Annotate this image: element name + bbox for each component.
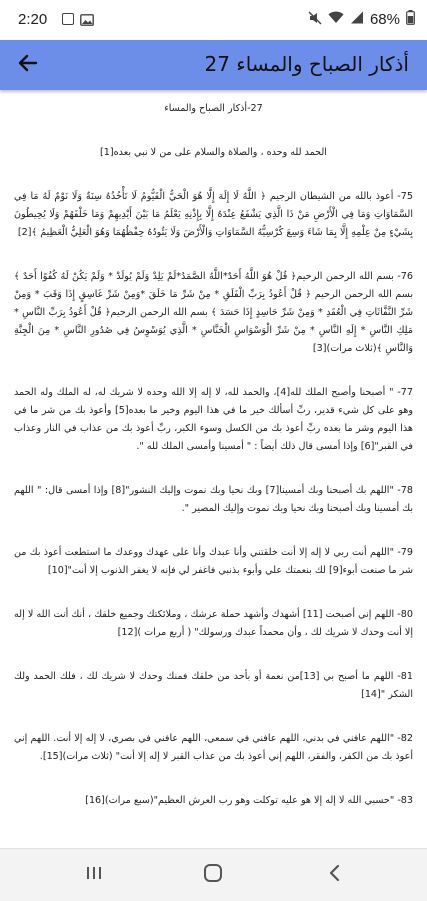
dhikr-paragraph: 78- "اللهم بك أصبحنا وبك أمسينا[7] وبك نحيا وبك نموت وإليك النشور"[8] وإذا أمسى قال: " اللهم بك أمسينا وبك أصبحنا وبك نحيا وبك نموت وإليك المصير ". bbox=[14, 485, 413, 514]
system-nav-bar bbox=[0, 848, 427, 901]
status-indicators bbox=[308, 10, 415, 29]
notification-square-icon bbox=[62, 13, 74, 25]
article-intro: الحمد لله وحده ، والصلاة والسلام على من لا نبي بعده[1] bbox=[100, 147, 327, 158]
recent-apps-icon bbox=[85, 865, 103, 885]
status-time: 2:20 bbox=[18, 11, 48, 28]
arrow-left-icon bbox=[18, 53, 38, 77]
battery-icon bbox=[406, 10, 415, 29]
dhikr-paragraph: 79- "اللهم أنت ربي لا إله إلا أنت خلقتني وأنا عبدك وأنا على عهدك ووعدك ما استطعت أعوذ بك من شر ما صنعت أبوء[9] لك بنعمتك علي وأبوء بذنبي فاغفر لي فإنه لا يغفر الذنوب إلا أنت"[10] bbox=[14, 547, 413, 576]
dhikr-paragraph: 77- " أصبحنا وأصبح الملك لله[4]، والحمد لله، لا إله إلا الله وحده لا شريك له، له الملك وله الحمد وهو على كل شيء قدير، ربِّ أسألك خير ما في هذا اليوم وخير ما بعده[5] وأعوذ بك من شر ما في هذا اليوم وشر ما بعده ربِّ أعوذ بك من الكسل وسوء الكبر، ربِّ أعوذ بك من عذاب في النار وعذاب في القبر"[6] وإذا أمسى قال ذلك أيضاً : " أمسينا وأمسى الملك لله ". bbox=[14, 387, 413, 452]
back-button[interactable] bbox=[12, 49, 44, 81]
content-scroll[interactable] bbox=[0, 90, 427, 848]
nav-back-button[interactable] bbox=[320, 861, 348, 889]
battery-label: 68% bbox=[369, 11, 400, 28]
dhikr-paragraph: 81- اللهم ما أصبح بي [13]من نعمة أو بأحد من خلقك فمنك وحدك لا شريك لك ، فلك الحمد ولك الشكر "[14] bbox=[14, 671, 413, 700]
dhikr-paragraph: 76- بسم الله الرحمن الرحيم﴿ قُلْ هُوَ اللَّهُ أَحَدٌ*اللَّهُ الصَّمَدُ*لَمْ يَلِدْ وَلَمْ يُولَدْ * وَلَمْ يَكُنْ لَهُ كُفُوًا أَحَدٌ ﴾بسم الله الرحمن الرحيم ﴿ قُلْ أَعُوذُ بِرَبِّ الْفَلَقِ * مِنْ شَرِّ مَا خَلَقَ *وَمِنْ شَرِّ غَاسِقٍ إِذَا وَقَبَ * وَمِنْ شَرِّ النَّفَّاثَاتِ فِي الْعُقَدِ * وَمِنْ شَرِّ حَاسِدٍ إِذَا حَسَدَ ﴾ بسم الله الرحمن الرحيم﴿ قُلْ أَعُوذُ بِرَبِّ النَّاسِ * مَلِكِ النَّاسِ * إِلَهِ النَّاسِ * مِنْ شَرِّ الْوَسْوَاسِ الْخَنَّاسِ * الَّذِي يُوَسْوِسُ فِي صُدُورِ النَّاسِ * مِنَ الْجِنَّةِ وَالنَّاسِ ﴾(ثلاث مرات)[3] bbox=[14, 271, 413, 354]
dhikr-paragraph: 83- "حسبي الله لا إله إلا هو عليه توكلت وهو رب العرش العظيم"(سبع مرات)[16] bbox=[85, 795, 413, 806]
home-icon bbox=[203, 863, 223, 887]
recent-apps-button[interactable] bbox=[80, 861, 108, 889]
article-subtitle: 27-أذكار الصباح والمساء bbox=[164, 103, 263, 114]
mute-icon bbox=[308, 11, 322, 29]
home-button[interactable] bbox=[199, 861, 227, 889]
wifi-icon bbox=[328, 11, 344, 28]
dhikr-paragraph: 75- أعوذ بالله من الشيطان الرجيم ﴿ اللَّهُ لَا إِلَهَ إِلَّا هُوَ الْحَيُّ الْقَيُّومُ لَا تَأْخُذُهُ سِنَةٌ وَلَا نَوْمٌ لَهُ مَا فِي السَّمَاوَاتِ وَمَا فِي الْأَرْضِ مَنْ ذَا الَّذِي يَشْفَعُ عِنْدَهُ إِلَّا بِإِذْنِهِ يَعْلَمُ مَا بَيْنَ أَيْدِيهِمْ وَمَا خَلْفَهُمْ وَلَا يُحِيطُونَ بِشَيْءٍ مِنْ عِلْمِهِ إِلَّا بِمَا شَاءَ وَسِعَ كُرْسِيُّهُ السَّمَاوَاتِ وَالْأَرْضَ وَلَا يَئُودُهُ حِفْظُهُمَا وَهُوَ الْعَلِيُّ الْعَظِيمُ ﴾[2] bbox=[14, 191, 413, 238]
status-bar bbox=[0, 0, 427, 40]
chevron-left-icon bbox=[327, 864, 341, 886]
article bbox=[0, 90, 427, 810]
app-header bbox=[0, 40, 427, 90]
signal-icon bbox=[350, 11, 364, 28]
image-icon bbox=[80, 13, 94, 30]
dhikr-paragraph: 80- اللهم إني أصبحت [11] أشهدك وأشهد حملة عرشك ، وملائكتك وجميع خلقك ، أنك أنت الله لا إله إلا أنت وحدك لا شريك لك ، وأن محمداً عبدك ورسولك" ( أربع مرات )[12] bbox=[14, 609, 413, 638]
page-title: أذكار الصباح والمساء 27 bbox=[204, 52, 409, 76]
notification-icons bbox=[62, 13, 94, 30]
dhikr-paragraph: 82- "اللهم عافني في بدني، اللهم عافني في سمعي، اللهم عافني في بصري، لا إله إلا أنت. اللهم إني أعوذ بك من الكفر، والفقر، اللهم إني أعوذ بك من عذاب القبر لا إله إلا أنت" (ثلاث مرات)[15]. bbox=[14, 733, 413, 762]
